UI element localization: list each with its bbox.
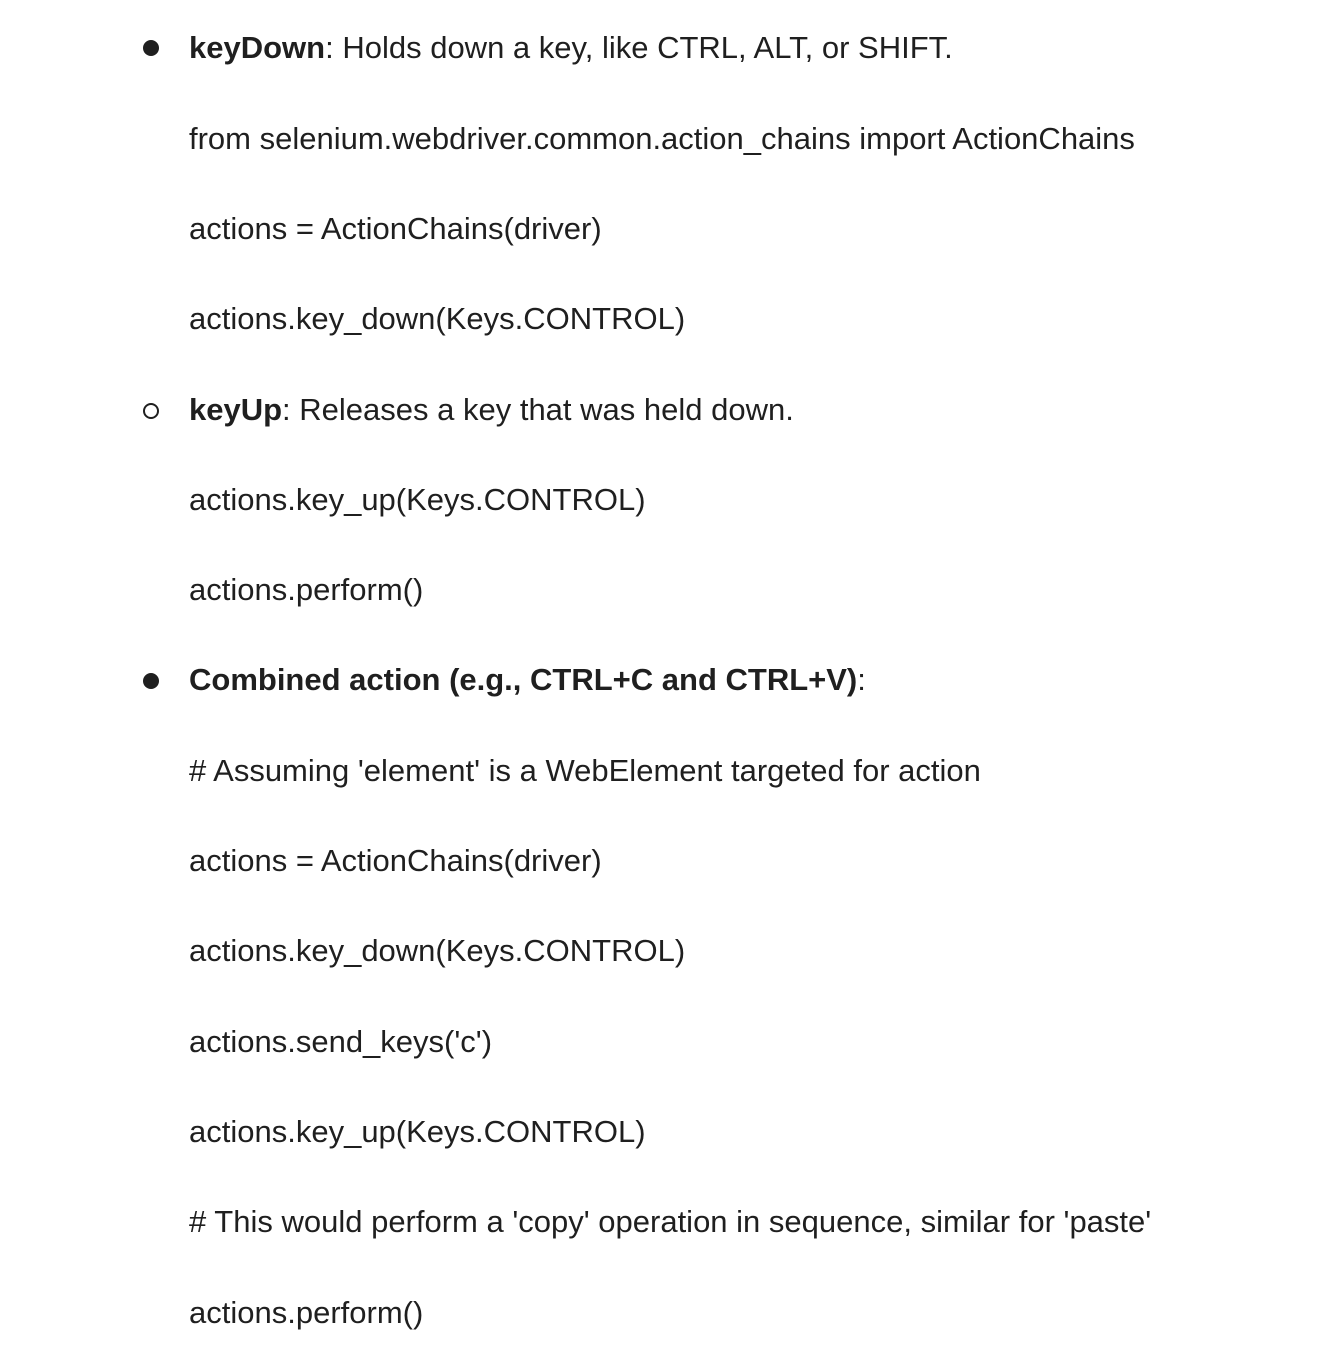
item-term: keyDown: [189, 30, 326, 65]
code-line: actions.key_down(Keys.CONTROL): [189, 933, 686, 968]
code-comment: # Assuming 'element' is a WebElement targeted for action: [189, 753, 981, 788]
code-line: actions.send_keys('c'): [189, 1024, 493, 1059]
item-description: :: [857, 662, 866, 697]
code-line: actions = ActionChains(driver): [189, 843, 602, 878]
item-term: keyUp: [189, 392, 283, 427]
item-description: : Holds down a key, like CTRL, ALT, or SHIFT.: [325, 30, 953, 65]
code-line: actions.perform(): [189, 572, 424, 607]
list-item-combined-action: [189, 660, 866, 700]
bullet-filled-icon: [143, 673, 159, 689]
code-line: actions = ActionChains(driver): [189, 211, 602, 246]
bullet-hollow-icon: [143, 403, 159, 419]
list-item-keydown: [189, 28, 953, 68]
item-term: Combined action (e.g., CTRL+C and CTRL+V): [189, 662, 858, 697]
code-line: actions.key_up(Keys.CONTROL): [189, 1114, 646, 1149]
code-comment: # This would perform a 'copy' operation in sequence, similar for 'paste': [189, 1204, 1152, 1239]
bullet-filled-icon: [143, 40, 159, 56]
list-item-keyup: [189, 390, 794, 430]
code-line: from selenium.webdriver.common.action_chains import ActionChains: [189, 121, 1135, 156]
code-line: actions.perform(): [189, 1295, 424, 1330]
item-description: : Releases a key that was held down.: [282, 392, 794, 427]
code-line: actions.key_up(Keys.CONTROL): [189, 482, 646, 517]
code-line: actions.key_down(Keys.CONTROL): [189, 301, 686, 336]
